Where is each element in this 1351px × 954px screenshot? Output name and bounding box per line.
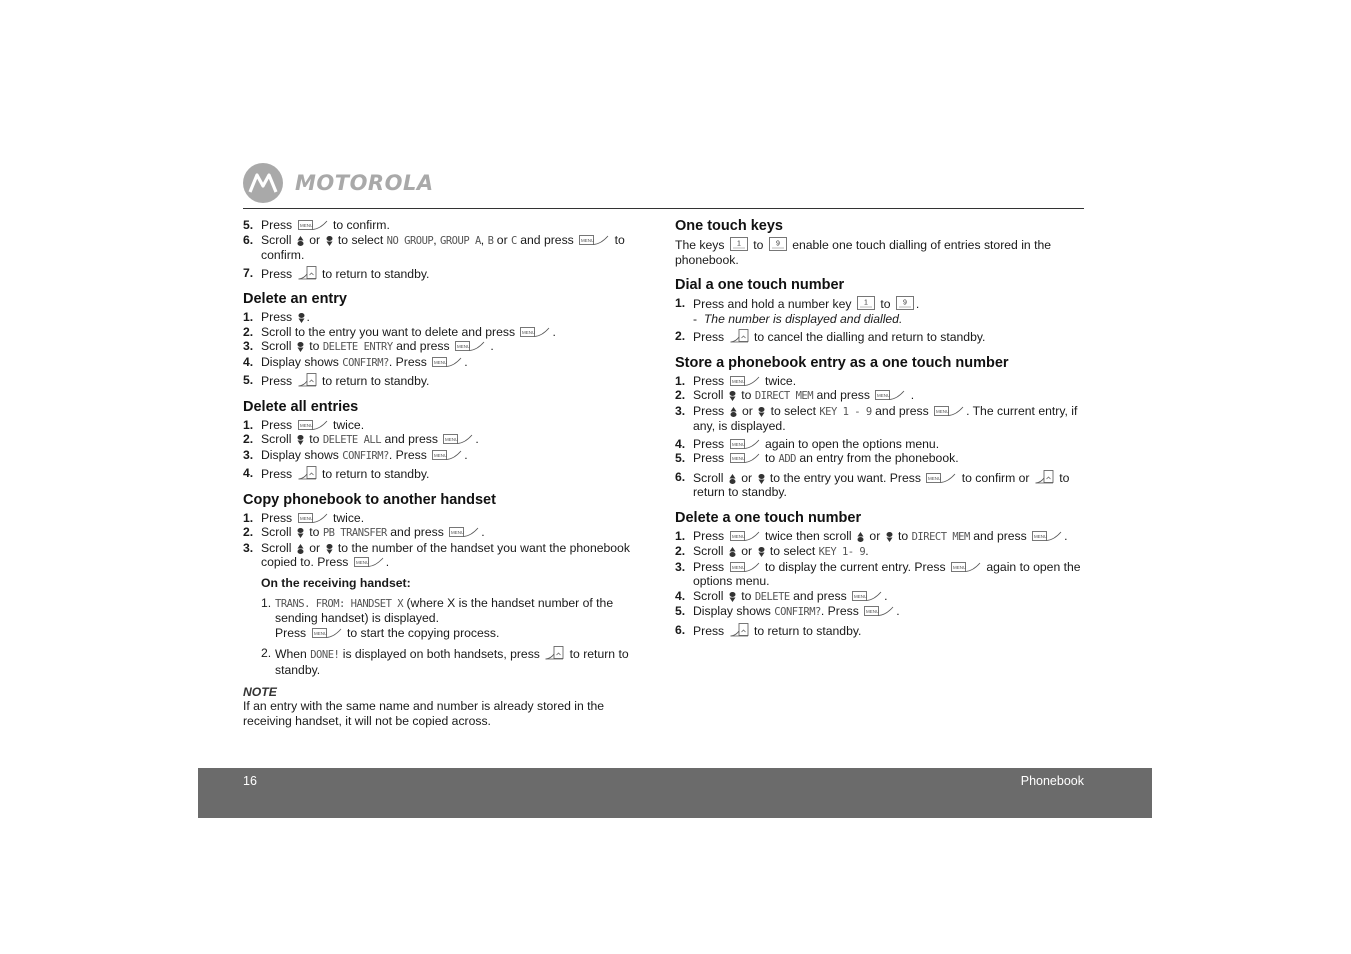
scroll-down-icon [729,592,736,602]
brand-name: MOTOROLA [295,171,434,195]
list-item: 1. Press twice. [243,510,365,525]
menu-key-icon [1032,531,1062,542]
list-item: 2. Scroll to the entry you want to delete and press . [243,324,556,339]
section-heading: Dial a one touch number [675,277,845,293]
right-column [675,218,1084,638]
dial-steps [675,296,1084,312]
list-item: 4. Press again to open the options menu. [675,436,940,451]
delete-entry-steps [243,310,651,389]
menu-key-icon [852,591,882,602]
scroll-down-icon [298,313,305,323]
scroll-down-icon [297,528,304,538]
menu-key-icon [520,327,550,338]
page-footer [198,768,1152,818]
section-heading: Store a phonebook entry as a one touch number [675,354,1009,371]
scroll-down-icon [326,236,333,246]
list-item: 1. Press twice. [675,373,797,388]
key-1-icon [730,237,748,251]
list-item: 2. Scroll or to select KEY 1- 9. [675,544,869,558]
end-key-icon [1035,470,1054,484]
section-heading: Delete an entry [243,291,347,307]
menu-key-icon [926,473,956,484]
list-item: 2. Press to cancel the dialling and return to standby. [675,329,986,344]
end-key-icon [545,646,564,660]
menu-key-icon [864,606,894,617]
section-heading: Copy phonebook to another handset [243,491,496,508]
end-key-icon [730,329,749,343]
svg-text:9: 9 [902,299,907,307]
dial-steps-cont [675,329,1084,345]
list-item: 2. When DONE! is displayed on both handsets, press to return to standby. [261,646,629,677]
scroll-down-icon [297,435,304,445]
scroll-down-icon [297,342,304,352]
list-item: 1. TRANS. FROM: HANDSET X (where X is the handset number of the sending handset) is displayed. Press to start the copying process. [261,595,614,640]
list-item: 3. Press to display the current entry. Press again to open the options menu. [675,559,1081,588]
svg-text:9: 9 [775,240,780,248]
list-item: 5. Press to ADD an entry from the phonebook. [675,451,959,465]
list-item: 2. Scroll to DELETE ALL and press . [243,432,479,446]
scroll-up-icon [729,474,736,484]
menu-key-icon [312,628,342,639]
list-item: 5. Press to confirm. [243,218,390,232]
key-9-icon [769,237,787,251]
menu-key-icon [432,357,462,368]
menu-key-icon [875,390,905,401]
scroll-down-icon [758,474,765,484]
list-item: 4. Scroll to DELETE and press . [675,588,888,603]
list-item: 1. Press . [243,310,310,324]
list-item: 7. Press to return to standby. [243,265,430,281]
menu-key-icon [298,513,328,524]
list-item: 2. Scroll to PB TRANSFER and press . [243,525,485,539]
menu-key-icon [579,235,609,246]
menu-key-icon [730,453,760,464]
list-item: 6. Scroll or to select NO GROUP, GROUP A, B or C and press to confirm. [243,232,625,262]
menu-key-icon [951,562,981,573]
left-column [243,218,651,728]
key-9-icon [896,296,914,310]
list-item: 5. Display shows CONFIRM?. Press . [675,604,900,618]
delete-one-touch-steps [675,529,1084,639]
list-item: 4. Display shows CONFIRM?. Press . [243,354,468,369]
list-item: 3. Press or to select KEY 1 - 9 and press . The current entry, if any, is displayed. [675,403,1078,433]
list-item: 1. Press and hold a number key 1 to 9 . [675,296,920,311]
svg-text:1: 1 [736,240,741,248]
end-key-icon [730,623,749,637]
end-key-icon [298,266,317,280]
scroll-up-icon [729,547,736,557]
svg-text:1: 1 [863,299,868,307]
continued-steps [243,218,651,281]
brand-logo [243,162,434,204]
scroll-up-icon [297,236,304,246]
motorola-batwing-icon [243,163,283,203]
list-item: 1. Press twice. [243,417,365,432]
list-item: 2. Scroll to DIRECT MEM and press . [675,388,915,402]
scroll-down-icon [886,532,893,542]
dial-substep: - The number is displayed and dialled. [693,311,903,326]
scroll-down-icon [758,407,765,417]
note-text: If an entry with the same name and number is already stored in the receiving handset, it will not be copied across. [243,699,605,728]
scroll-up-icon [730,407,737,417]
scroll-down-icon [758,547,765,557]
menu-key-icon [443,434,473,445]
menu-key-icon [298,220,328,231]
menu-key-icon [730,562,760,573]
list-item: 5. Press to return to standby. [243,373,430,388]
list-item: 3. Scroll or to the number of the handset you want the phonebook copied to. Press . [243,540,630,569]
menu-key-icon [354,557,384,568]
key-1-icon [857,296,875,310]
menu-key-icon [730,376,760,387]
header-rule [243,208,1084,209]
section-heading: Delete a one touch number [675,509,862,526]
copy-steps [243,511,651,570]
list-item: 1. Press twice then scroll or to DIRECT MEM and press . [675,528,1068,543]
menu-key-icon [730,439,760,450]
section-heading: One touch keys [675,218,783,234]
scroll-up-icon [857,532,864,542]
menu-key-icon [934,406,964,417]
scroll-up-icon [297,544,304,554]
scroll-down-icon [729,391,736,401]
list-item: 3. Display shows CONFIRM?. Press . [243,447,468,462]
one-touch-intro: The keys 1 to 9 enable one touch dialling of entries stored in the phonebook. [675,238,1052,267]
section-name: Phonebook [1020,774,1084,788]
menu-key-icon [432,450,462,461]
menu-key-icon [449,527,479,538]
list-item: 6. Press to return to standby. [675,622,862,638]
menu-key-icon [455,341,485,352]
page-number: 16 [243,774,257,788]
end-key-icon [298,373,317,387]
scroll-down-icon [326,544,333,554]
delete-all-steps [243,418,651,482]
end-key-icon [298,466,317,480]
store-steps [675,374,1084,500]
menu-key-icon [730,531,760,542]
section-heading: Delete all entries [243,398,359,415]
menu-key-icon [298,420,328,431]
receiving-handset-heading: On the receiving handset: [261,575,411,590]
note-heading: NOTE [243,685,277,699]
list-item: 6. Scroll or to the entry you want. Press to confirm or to return to standby. [675,469,1070,499]
list-item: 3. Scroll to DELETE ENTRY and press . [243,339,494,353]
list-item: 4. Press to return to standby. [243,466,430,481]
